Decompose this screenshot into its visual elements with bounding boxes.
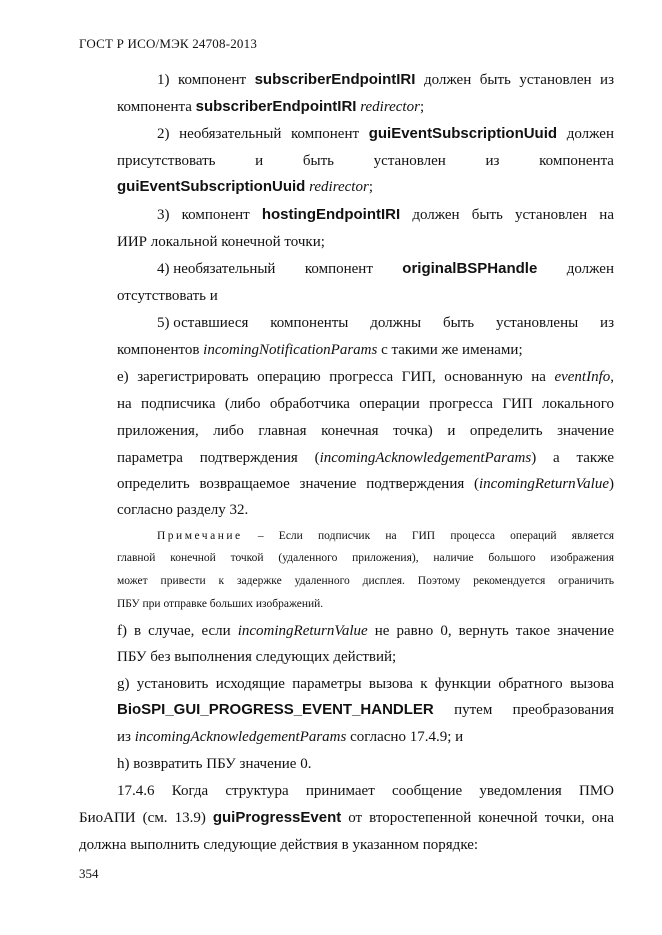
text-line: 2) необязательный компонент guiEventSubscriptionUuid должен (157, 125, 614, 142)
italic-term: eventInfo (554, 369, 611, 385)
text-line: g) установить исходящие параметры вызова к функции обратного вызова (117, 676, 614, 692)
code-term: subscriberEndpointIRI (195, 98, 357, 115)
code-term: guiEventSubscriptionUuid (368, 125, 558, 142)
text-line: f) в случае, если incomingReturnValue не равно 0, вернуть такое значение (117, 623, 614, 639)
code-term: guiEventSubscriptionUuid (117, 178, 306, 195)
italic-term: incomingAcknowledgementParams (319, 450, 532, 466)
note-line: Примечание – Если подписчик на ГИП процесса операций является (157, 530, 614, 542)
note-line: ПБУ при отправке больших изображений. (117, 598, 324, 610)
text-line: приложения, либо главная конечная точка) и определить значение (117, 423, 614, 439)
note-line: главной конечной точкой (удаленного приложения), наличие большого изображения (117, 552, 614, 564)
text-line: согласно разделу 32. (117, 502, 249, 518)
text-line: компонента subscriberEndpointIRI redirector; (117, 98, 425, 115)
text-line (157, 70, 614, 90)
code-term: hostingEndpointIRI (261, 206, 401, 223)
text-line: параметра подтверждения (incomingAcknowledgementParams) а также (117, 450, 614, 466)
text-line: 4) необязательный компонент originalBSPHandle должен (157, 260, 614, 277)
text-run: компонента (117, 99, 196, 115)
italic-term: incomingReturnValue (237, 623, 368, 639)
code-term: BioSPI_GUI_PROGRESS_EVENT_HANDLER (117, 701, 434, 718)
text-line: определить возвращаемое значение подтверждения (incomingReturnValue) (117, 476, 614, 492)
italic-term: redirector (360, 99, 420, 115)
note-label: Примечание (157, 530, 243, 542)
text-line: компонентов incomingNotificationParams с такими же именами; (117, 342, 523, 358)
section-line: 17.4.6 Когда структура принимает сообщение уведомления ПМО (117, 783, 614, 799)
text-line: 5) оставшиеся компоненты должны быть установлены из (157, 315, 614, 331)
text-line: отсутствовать и (117, 288, 218, 304)
text-line: из incomingAcknowledgementParams согласно 17.4.9; и (117, 729, 464, 745)
code-term: guiProgressEvent (212, 809, 342, 826)
text-line: ПБУ без выполнения следующих действий; (117, 649, 397, 665)
code-term: subscriberEndpointIRI (254, 71, 416, 88)
text-run: 1) компонент (157, 72, 255, 88)
text-line: BioSPI_GUI_PROGRESS_EVENT_HANDLER путем преобразования (117, 701, 614, 718)
italic-term: incomingNotificationParams (203, 342, 378, 358)
text-line: должна выполнить следующие действия в указанном порядке: (79, 837, 479, 853)
text-line: guiEventSubscriptionUuid redirector; (117, 178, 373, 195)
text-line: на подписчика (либо обработчика операции прогресса ГИП локального (117, 396, 614, 412)
code-term: originalBSPHandle (402, 260, 538, 277)
page-number: 354 (79, 866, 99, 881)
text-line: h) возвратить ПБУ значение 0. (117, 756, 312, 772)
text-run: должен быть установлен из (415, 72, 614, 88)
text-line: е) зарегистрировать операцию прогресса ГИП, основанную на eventInfo, (117, 369, 614, 385)
italic-term: incomingAcknowledgementParams (134, 729, 347, 745)
italic-term: redirector (309, 179, 369, 195)
document-header: ГОСТ Р ИСО/МЭК 24708-2013 (79, 36, 258, 51)
text-line: ИИР локальной конечной точки; (117, 234, 325, 250)
text-line: 3) компонент hostingEndpointIRI должен быть установлен на (157, 206, 614, 223)
note-line: может привести к задержке удаленного дисплея. Поэтому рекомендуется ограничить (117, 575, 614, 587)
text-run: 2) необязательный компонент (157, 126, 369, 142)
text-line: БиоАПИ (см. 13.9) guiProgressEvent от второстепенной конечной точки, она (79, 809, 614, 826)
text-line: присутствовать и быть установлен из компонента (117, 153, 614, 169)
italic-term: incomingReturnValue (479, 476, 609, 492)
